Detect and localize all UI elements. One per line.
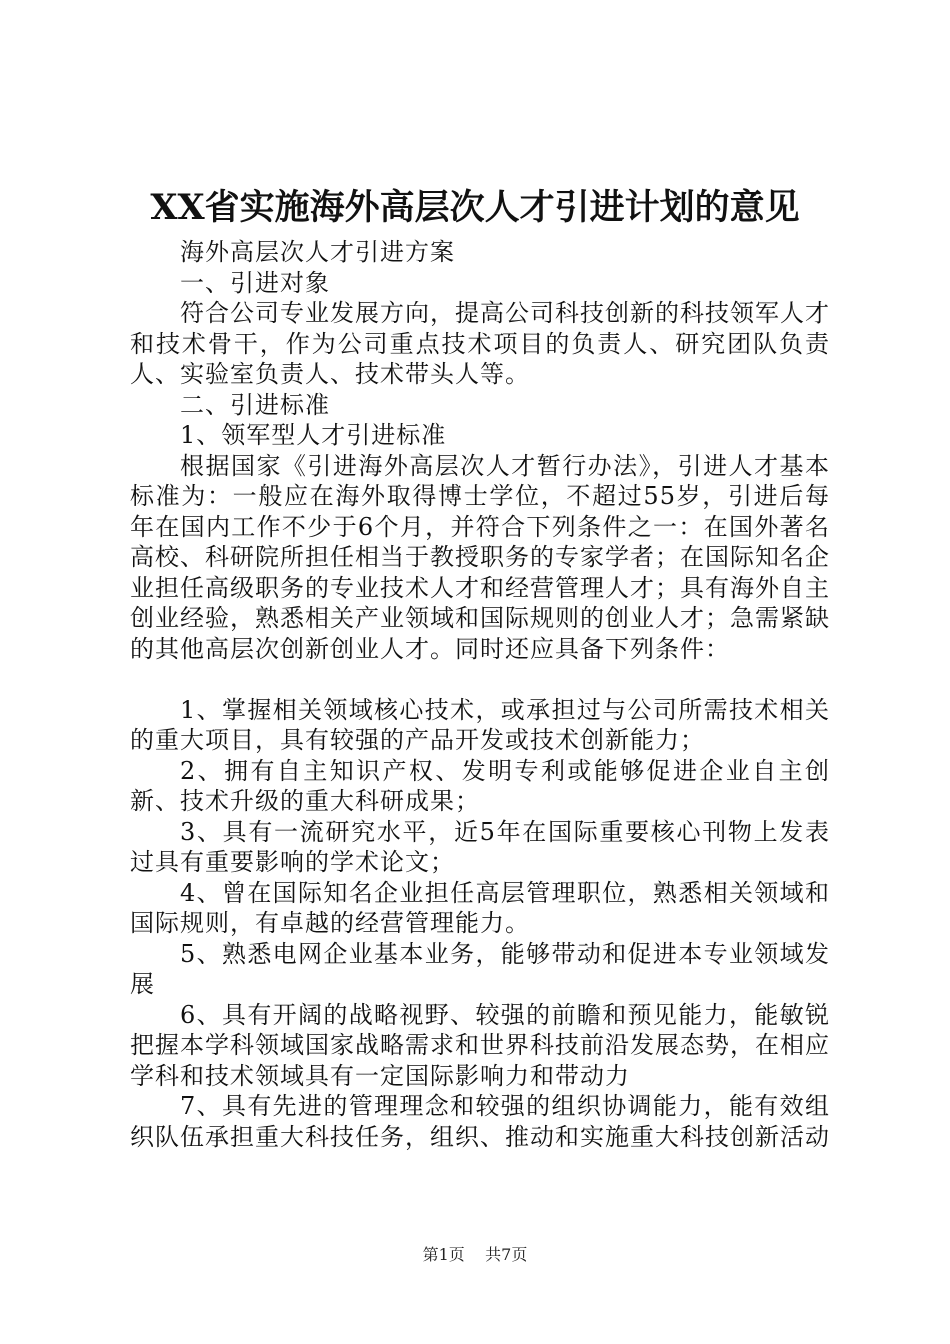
list-item-condition-7: 7、具有先进的管理理念和较强的组织协调能力，能有效组织队伍承担重大科技任务，组织、推动和实施重大科技创新活动 xyxy=(130,1092,830,1151)
blank-line xyxy=(130,664,830,695)
page-total: 共7页 xyxy=(485,1245,528,1264)
section-heading-standards: 二、引进标准 xyxy=(180,390,330,419)
paragraph-plan-heading: 海外高层次人才引进方案 xyxy=(180,238,455,266)
document-title: XX省实施海外高层次人才引进计划的意见 xyxy=(150,187,800,228)
section-heading-targets: 一、引进对象 xyxy=(180,268,330,297)
subsection-heading-leader: 1、领军型人才引进标准 xyxy=(180,421,447,449)
page-footer xyxy=(0,1244,950,1266)
list-item-condition-6: 6、具有开阔的战略视野、较强的前瞻和预见能力，能敏锐把握本学科领域国家战略需求和世界科技前沿发展态势，在相应学科和技术领域具有一定国际影响力和带动力 xyxy=(130,1000,830,1090)
list-item-condition-4: 4、曾在国际知名企业担任高层管理职位，熟悉相关领域和国际规则，有卓越的经营管理能力。 xyxy=(130,878,830,937)
document-body xyxy=(130,237,830,1152)
paragraph-basic-standards: 根据国家《引进海外高层次人才暂行办法》，引进人才基本标准为：一般应在海外取得博士学位，不超过55岁，引进后每年在国内工作不少于6个月，并符合下列条件之一：在国外著名高校、科研院所担任相当于教授职务的专家学者；在国际知名企业担任高级职务的专业技术人才和经营管理人才；具有海外自主创业经验，熟悉相关产业领域和国际规则的创业人才；急需紧缺的其他高层次创新创业人才。同时还应具备下列条件： xyxy=(130,451,830,663)
list-item-condition-5: 5、熟悉电网企业基本业务，能够带动和促进本专业领域发展 xyxy=(130,939,830,998)
list-item-condition-2: 2、拥有自主知识产权、发明专利或能够促进企业自主创新、技术升级的重大科研成果； xyxy=(130,756,830,815)
paragraph-targets: 符合公司专业发展方向，提高公司科技创新的科技领军人才和技术骨干，作为公司重点技术项目的负责人、研究团队负责人、实验室负责人、技术带头人等。 xyxy=(130,299,830,388)
list-item-condition-1: 1、掌握相关领域核心技术，或承担过与公司所需技术相关的重大项目，具有较强的产品开发或技术创新能力； xyxy=(130,695,830,754)
page-number: 第1页 xyxy=(422,1245,465,1264)
list-item-condition-3: 3、具有一流研究水平，近5年在国际重要核心刊物上发表过具有重要影响的学术论文； xyxy=(130,817,830,876)
